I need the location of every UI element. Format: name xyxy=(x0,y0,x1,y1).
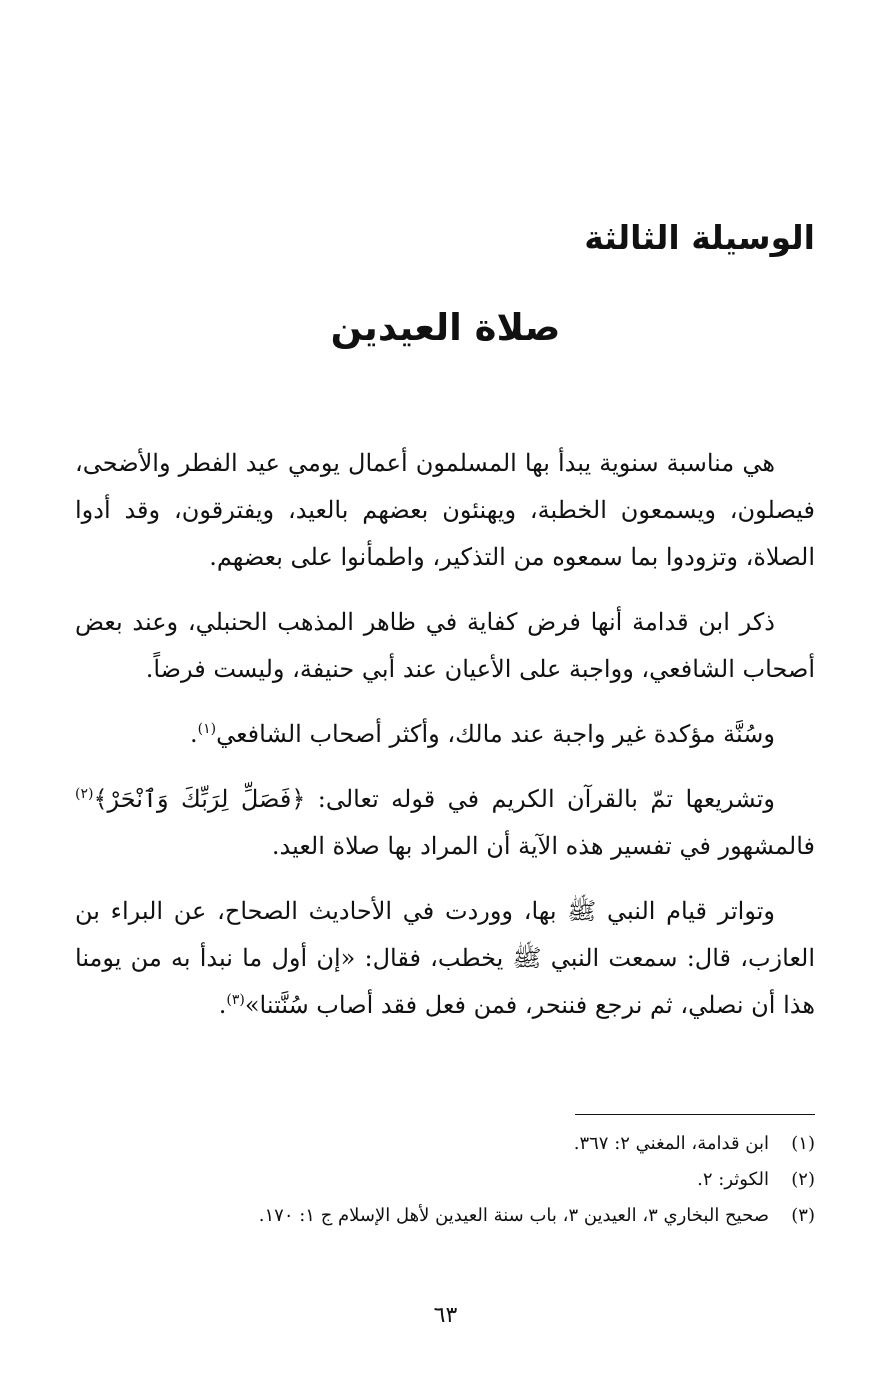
paragraph: وسُنَّة مؤكدة غير واجبة عند مالك، وأكثر أصحاب الشافعي$^{(١)}$. xyxy=(189,720,775,748)
paragraph: هي مناسبة سنوية يبدأ بها المسلمون أعمال يومي عيد الفطر والأضحى، فيصلون، ويسمعون الخطبة، ويهنئون بعضهم بالعيد، ويفترقون، وقد أدوا الصلاة، وتزودوا بما سمعوه من التذكير، واطمأنوا على بعضهم. xyxy=(75,449,815,571)
chapter-title: صلاة العيدين xyxy=(330,306,561,349)
footnote: (١)ابن قدامة، المغني ٢: ٣٦٧. xyxy=(573,1133,815,1154)
paragraph: وتواتر قيام النبي ﷺ بها، ووردت في الأحاديث الصحاح، عن البراء بن العازب، قال: سمعت النبي ﷺ يخطب، فقال: «إن أول ما نبدأ به من يومنا هذا أن نصلي، ثم نرجع فننحر، فمن فعل فقد أصاب سُنَّتنا»$^{(٣)}$. xyxy=(75,897,815,1019)
paragraph: ذكر ابن قدامة أنها فرض كفاية في ظاهر المذهب الحنبلي، وعند بعض أصحاب الشافعي، وواجبة على الأعيان عند أبي حنيفة، وليست فرضاً. xyxy=(75,608,815,683)
footnotes xyxy=(75,1126,815,1234)
section-label: الوسيلة الثالثة xyxy=(584,218,815,257)
footnote-ref[interactable]: (٢) xyxy=(75,786,94,802)
footnote-ref[interactable]: (٣) xyxy=(226,992,245,1008)
footnote: (٣)صحيح البخاري ٣، العيدين ٣، باب سنة العيدين لأهل الإسلام ج ١: ١٧٠. xyxy=(258,1205,815,1226)
footnote: (٢)الكوثر: ٢. xyxy=(697,1169,815,1190)
footnote-divider xyxy=(575,1114,815,1115)
footnote-ref[interactable]: (١) xyxy=(197,721,217,737)
paragraph: وتشريعها تمّ بالقرآن الكريم في قوله تعالى: ﴿فَصَلِّ لِرَبِّكَ وَٱنْحَرْ﴾$^{(٢)}$ فالمشهور في تفسير هذه الآية أن المراد بها صلاة العيد. xyxy=(75,785,815,860)
body-text xyxy=(75,440,815,1047)
page-number: ٦٣ xyxy=(433,1303,458,1328)
